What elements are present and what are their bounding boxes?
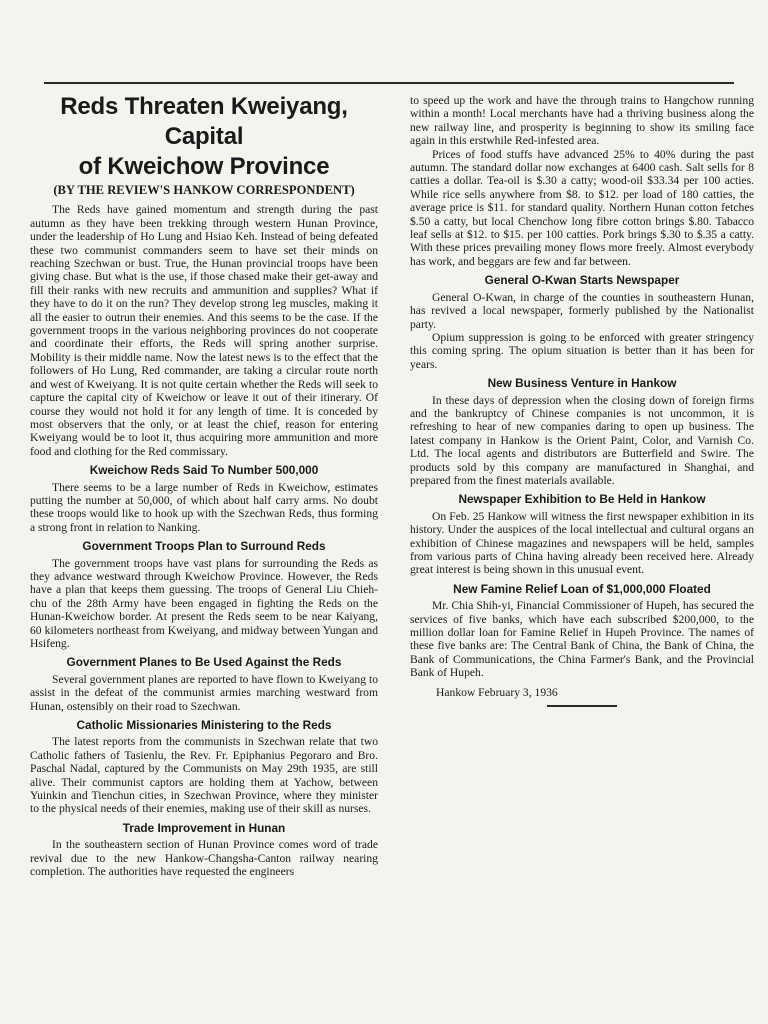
subhead-government-planes: Government Planes to Be Used Against the Reds [66, 655, 342, 670]
paragraph-trade-continued: to speed up the work and have the through trains to Hangchow running within a month! Local merchants have had a thriving business along the new railway line, and prosperity is beginning to show its smiling face again in this erstwhile Red-infested area. [410, 94, 754, 148]
subhead-catholic-missionaries: Catholic Missionaries Ministering to the Reds [76, 718, 332, 733]
subhead-famine-relief: New Famine Relief Loan of $1,000,000 Floated [453, 581, 711, 596]
paragraph-prices: Prices of food stuffs have advanced 25% to 40% during the past autumn. The standard dollar now exchanges at 6400 cash. Salt sells for 8 catties a dollar. Tea-oil is $.30 a catty; wood-oil $33.34 per 100 acties. While rice sells anywhere from $8. to $12. per load of 180 catties, the average price is $11. for standard quality. Northern Hunan cotton fetches $.50 a catty, but local Chenchow long fibre cotton brings $.80. Tabacco leaf sells at $12. to $15. per 100 catties. Pork brings $.30 to $.35 a catty. With these prices prevailing money flows more freely. Almost everybody has work, and beggars are few and far between. [410, 147, 754, 268]
byline: (BY THE REVIEW'S HANKOW CORRESPONDENT) [53, 183, 355, 197]
subhead-government-troops: Government Troops Plan to Surround Reds [82, 539, 326, 554]
end-rule [547, 705, 617, 707]
paragraph-okwan-newspaper: General O-Kwan, in charge of the counties in southeastern Hunan, has revived a local newspaper, formerly published by the Nationalist party. [410, 290, 754, 331]
intro-paragraph: The Reds have gained momentum and strength during the past autumn as they have been trekking through western Hunan Province, under the leadership of Ho Lung and Hsiao Keh. Instead of being defeated these two communist commanders seem to have set their minds on reaching Szechwan or bust. True, the Hunan provincial troops have been giving chase. But what is the use, if those chased make their get-away and fill their ranks with new recruits and ammunition and supplies? What if they have to do it on the run? They develop strong leg muscles, making it all the easier to outrun their enemies. And this seems to be the case. If the government troops in the various neighboring provinces do not cooperate and coordinate their efforts, the Reds will spring another surprise. Mobility is their middle name. Now the latest news is to the effect that the followers of Ho Lung, Red commander, are taking a circular route north and west of Kweiyang. It is not quite certain whether the Reds will seek to capture the capital city of Kweichow or leave it out of their itinerary. Of course they would not hold it for any length of time. It is conceded by most observers that the only, or at least the chief, reason for entering Kweiyang would be to loot it, thus acquiring more ammunition and more food and clothing for the Red commissary. [30, 203, 378, 458]
paragraph-famine-relief: Mr. Chia Shih-yi, Financial Commissioner of Hupeh, has secured the services of five banks, which have each subscribed $200,000, to the million dollar loan for Famine Relief in Hupeh Province. The names of these five banks are: The Central Bank of China, the Bank of China, the Bank of Communications, the China Farmer's Bank, and the Provincial Bank of Hupeh. [410, 599, 754, 680]
subhead-newspaper-exhibition: Newspaper Exhibition to Be Held in Hankow [458, 492, 706, 507]
paragraph-government-troops: The government troops have vast plans for surrounding the Reds as they advance westward through Kweichow Province. However, the Reds have a plan that keeps them guessing. The troops of General Liu Chieh-chu of the 28th Army have been engaged in fighting the Reds on the Hunan-Kweichow border. At present the Reds seem to be near Kaiyang, 60 kilometers northeast from Kweiyang, and midway between Yungan and Hsifeng. [30, 556, 378, 650]
subhead-okwan-newspaper: General O-Kwan Starts Newspaper [484, 273, 680, 288]
paragraph-newspaper-exhibition: On Feb. 25 Hankow will witness the first newspaper exhibition in its history. Under the auspices of the local intellectual and cultural organs an exhibition of Chinese magazines and newspapers will be held, samples from various parts of China having already been received here. Already great interest is being shown in this unusual event. [410, 509, 754, 577]
subhead-kweichow-reds: Kweichow Reds Said To Number 500,000 [89, 463, 319, 478]
headline-line-2: of Kweichow Province [78, 153, 330, 180]
subhead-trade-improvement: Trade Improvement in Hunan [122, 820, 286, 835]
paragraph-business-venture: In these days of depression when the closing down of foreign firms and the bankruptcy of Chinese companies is not uncommon, it is refreshing to hear of new companies daring to open up business. The latest company in Hankow is the Orient Paint, Color, and Varnish Co. Ltd. The local agents and distributors are Butterfield and Swire. The products sold by this company are manufactured in Shanghai, and prepared from the finest materials available. [410, 393, 754, 487]
top-rule [44, 82, 734, 84]
paragraph-opium: Opium suppression is going to be enforced with greater stringency this coming spring. The opium situation is better than it has been for years. [410, 330, 754, 371]
paragraph-catholic-missionaries: The latest reports from the communists in Szechwan relate that two Catholic fathers of Tasienlu, the Rev. Fr. Epiphanius Pegoraro and Bro. Paschal Nadal, captured by the Communists on May 29th 1935, are still alive. Their communist captors are holding them at Yachow, between Yuinkin and Tienchun cities, in Szechwan Province, where they minister to the physical needs of their enemies, making use of their skill as nurses. [30, 735, 378, 816]
headline [30, 92, 378, 182]
right-column [410, 94, 754, 707]
paragraph-kweichow-reds: There seems to be a large number of Reds in Kweichow, estimates putting the number at 50,000, of which about half carry arms. No doubt these troops would like to hook up with the Szechwan Reds, thus forming a strong front in relation to Nanking. [30, 480, 378, 534]
subhead-business-venture: New Business Venture in Hankow [487, 376, 677, 391]
left-column [30, 92, 378, 879]
headline-line-1: Reds Threaten Kweiyang, Capital [60, 93, 348, 150]
paragraph-trade-improvement: In the southeastern section of Hunan Province comes word of trade revival due to the new Hankow-Changsha-Canton railway nearing completion. The authorities have requested the engineers [30, 838, 378, 879]
paragraph-government-planes: Several government planes are reported to have flown to Kweiyang to assist in the defeat of the communist armies marching westward from Hunan, ostensibly on their road to Szechwan. [30, 672, 378, 713]
dateline: Hankow February 3, 1936 [436, 685, 558, 699]
